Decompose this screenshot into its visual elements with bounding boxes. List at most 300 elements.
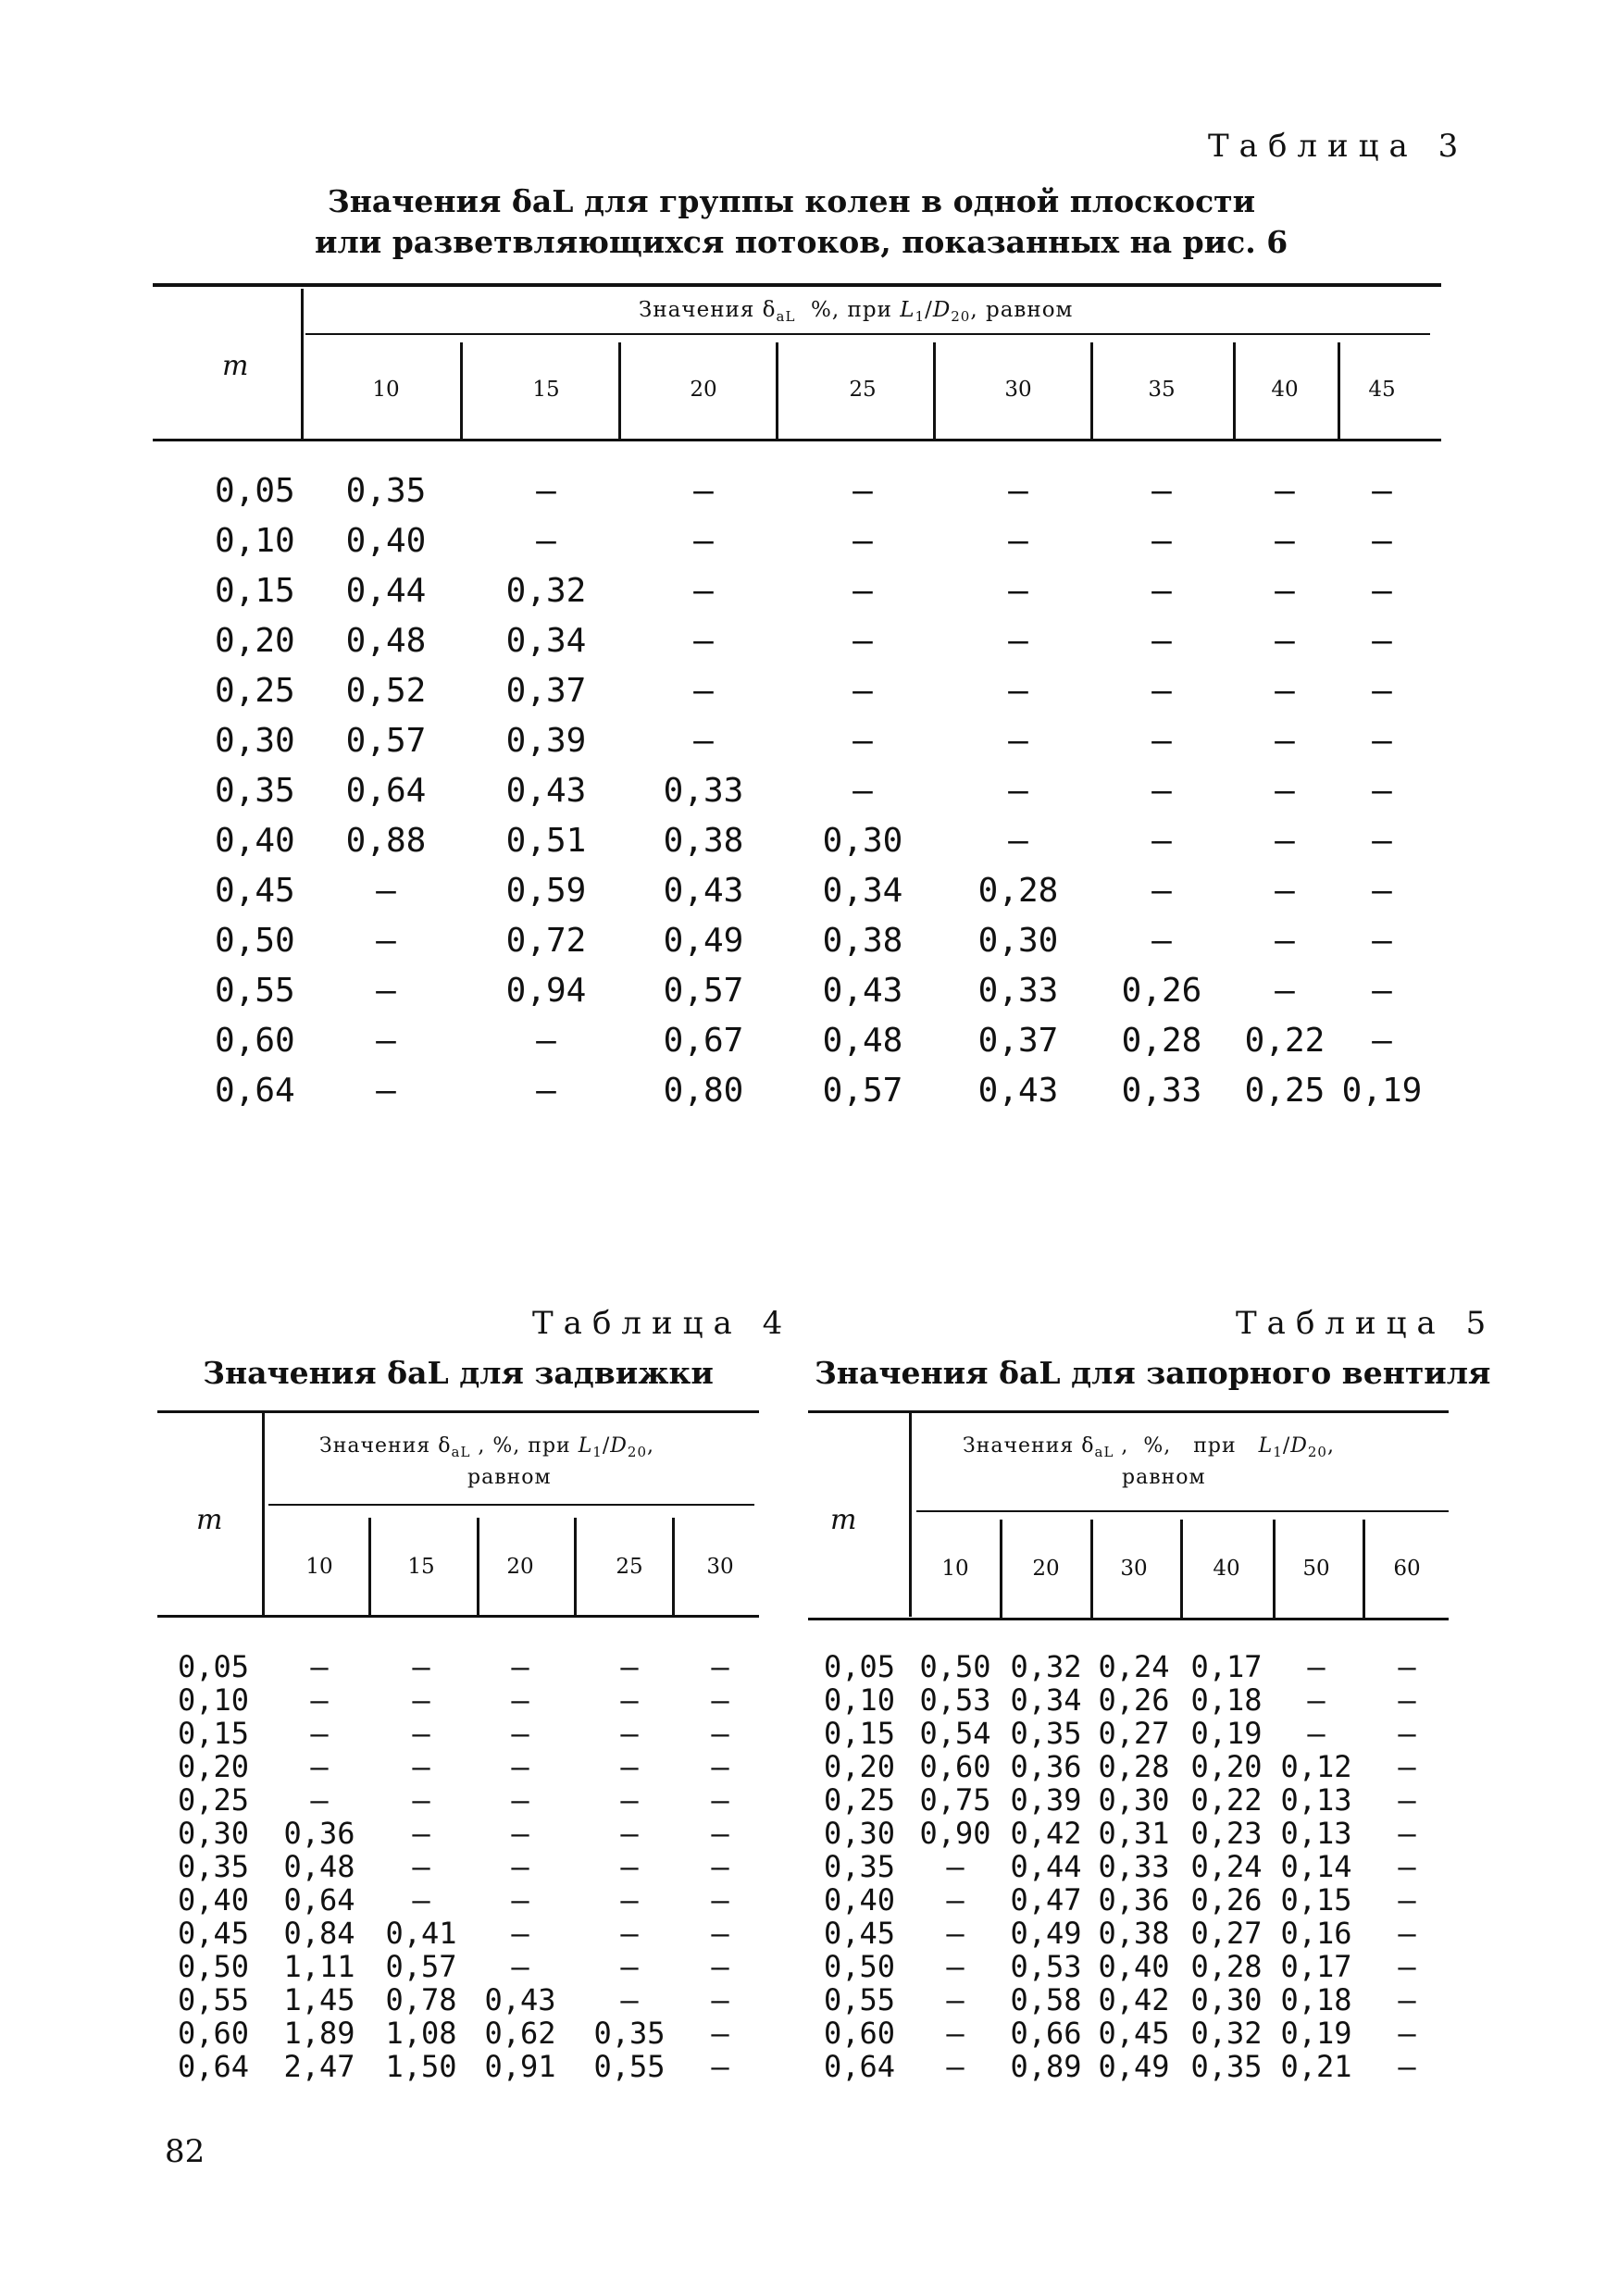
table5-top-rule (808, 1410, 1449, 1413)
table-cell: 0,36 (1098, 1882, 1170, 1917)
table-cell: 0,48 (822, 1022, 903, 1060)
table-cell: — (1398, 1816, 1416, 1851)
row-m-value: 0,64 (178, 2049, 250, 2084)
row-m-value: 0,40 (215, 822, 295, 860)
column-divider (618, 342, 621, 439)
table-cell: 0,49 (1098, 2049, 1170, 2084)
table-cell: — (1398, 1982, 1416, 2017)
row-m-value: 0,40 (178, 1882, 250, 1917)
table-cell: — (693, 522, 714, 560)
table-cell: — (853, 572, 873, 610)
table-cell: — (310, 1749, 329, 1784)
table-cell: 0,22 (1190, 1782, 1263, 1818)
column-header: 30 (706, 1555, 734, 1579)
table-cell: 0,55 (593, 2049, 666, 2084)
column-divider (1090, 1520, 1093, 1618)
table-cell: — (693, 722, 714, 760)
column-header: 15 (532, 378, 560, 402)
table-cell: 0,43 (822, 972, 903, 1010)
table-cell: 0,40 (1098, 1949, 1170, 1984)
table3-caption-line2: или разветвляющихся потоков, показанных на рис. 6 (315, 224, 1288, 260)
table-cell: 0,22 (1244, 1022, 1326, 1060)
table-cell: 0,32 (1010, 1649, 1082, 1684)
column-header: 35 (1148, 378, 1176, 402)
row-m-value: 0,15 (215, 572, 295, 610)
page-number: 82 (165, 2133, 205, 2170)
table3-caption-line1: Значения δaL для группы колен в одной плоскости (327, 183, 1256, 219)
table-cell: — (1372, 672, 1392, 710)
row-m-value: 0,25 (824, 1782, 896, 1818)
table-cell: 0,28 (1098, 1749, 1170, 1784)
table-cell: — (1275, 872, 1295, 910)
table5-header-bottom-rule (808, 1618, 1449, 1620)
row-m-value: 0,05 (178, 1649, 250, 1684)
table-cell: — (376, 1072, 396, 1110)
table4-label: Таблица 4 (532, 1305, 793, 1342)
column-header: 45 (1368, 378, 1396, 402)
table-cell: — (1307, 1682, 1326, 1718)
table-cell: — (946, 2049, 965, 2084)
table-cell: — (511, 1649, 529, 1684)
table-cell: — (412, 1849, 430, 1884)
table-cell: — (1008, 822, 1028, 860)
table-cell: 0,14 (1280, 1849, 1352, 1884)
table-cell: 0,33 (1121, 1072, 1202, 1110)
table-cell: — (1372, 922, 1392, 960)
table-cell: 0,38 (1098, 1916, 1170, 1951)
table-cell: — (1372, 1022, 1392, 1060)
row-m-value: 0,50 (178, 1949, 250, 1984)
row-m-value: 0,55 (178, 1982, 250, 2017)
table-cell: — (620, 1849, 639, 1884)
table5-caption: Значения δaL для запорного вентиля (815, 1355, 1491, 1391)
table-cell: 0,53 (919, 1682, 991, 1718)
column-header: 30 (1004, 378, 1032, 402)
table-cell: — (1372, 972, 1392, 1010)
table-cell: 0,42 (1098, 1982, 1170, 2017)
column-divider (574, 1518, 577, 1615)
table-cell: 0,28 (977, 872, 1059, 910)
table-cell: — (1008, 672, 1028, 710)
table-cell: 2,47 (283, 2049, 355, 2084)
table-cell: 0,47 (1010, 1882, 1082, 1917)
table5-group-header-line1: Значения $\delta_{aL}$ , %, при $L_1/D_{20}$, (963, 1434, 1335, 1460)
table-cell: 0,45 (1098, 2016, 1170, 2051)
table-cell: 0,16 (1280, 1916, 1352, 1951)
table-cell: — (853, 722, 873, 760)
row-m-value: 0,10 (215, 522, 295, 560)
table-cell: — (412, 1816, 430, 1851)
table5-group-header-line2: равном (1122, 1466, 1206, 1489)
table-cell: 0,62 (484, 2016, 556, 2051)
table-cell: — (1398, 1716, 1416, 1751)
row-m-value: 0,30 (178, 1816, 250, 1851)
row-m-value: 0,45 (178, 1916, 250, 1951)
table-cell: 0,24 (1098, 1649, 1170, 1684)
table-cell: — (376, 972, 396, 1010)
table-cell: 0,37 (977, 1022, 1059, 1060)
table5-header-rule (916, 1510, 1449, 1512)
table-cell: 0,19 (1280, 2016, 1352, 2051)
table-cell: — (376, 872, 396, 910)
table-cell: — (853, 472, 873, 510)
column-divider (776, 342, 778, 439)
table-cell: — (376, 1022, 396, 1060)
table-cell: 0,13 (1280, 1782, 1352, 1818)
table-cell: 0,37 (505, 672, 587, 710)
table-cell: 0,67 (663, 1022, 744, 1060)
table-cell: — (511, 1716, 529, 1751)
table-cell: — (1398, 1649, 1416, 1684)
table3-m-header: m (222, 350, 249, 382)
column-divider (1180, 1520, 1183, 1618)
row-m-value: 0,20 (824, 1749, 896, 1784)
table-cell: — (1151, 572, 1172, 610)
table-cell: — (1398, 1749, 1416, 1784)
row-m-value: 0,30 (215, 722, 295, 760)
table5-label: Таблица 5 (1236, 1305, 1497, 1342)
table-cell: — (711, 1716, 729, 1751)
row-m-value: 0,05 (215, 472, 295, 510)
table-cell: — (1008, 772, 1028, 810)
column-divider (1000, 1520, 1002, 1618)
table-cell: — (1151, 672, 1172, 710)
table-cell: 0,84 (283, 1916, 355, 1951)
row-m-value: 0,15 (178, 1716, 250, 1751)
table-cell: 0,23 (1190, 1816, 1263, 1851)
table-cell: — (1008, 472, 1028, 510)
table-cell: 0,38 (663, 822, 744, 860)
table-cell: — (946, 1849, 965, 1884)
column-header: 40 (1213, 1557, 1240, 1581)
column-header: 50 (1302, 1557, 1330, 1581)
table-cell: — (511, 1849, 529, 1884)
table4-group-header-line1: Значения $\delta_{aL}$ , %, при $L_1/D_{20}$, (319, 1434, 654, 1460)
table-cell: — (1008, 622, 1028, 660)
row-m-value: 0,25 (178, 1782, 250, 1818)
row-m-value: 0,45 (824, 1916, 896, 1951)
table4-header-bottom-rule (157, 1615, 759, 1618)
table-cell: — (711, 1949, 729, 1984)
column-divider (460, 342, 463, 439)
row-m-value: 0,35 (215, 772, 295, 810)
table-cell: 0,91 (484, 2049, 556, 2084)
table-cell: 0,51 (505, 822, 587, 860)
table-cell: — (536, 1022, 556, 1060)
table-cell: — (1275, 922, 1295, 960)
row-m-value: 0,64 (215, 1072, 295, 1110)
table-cell: 0,20 (1190, 1749, 1263, 1784)
table-cell: — (711, 1782, 729, 1818)
table-cell: — (511, 1882, 529, 1917)
column-header: 25 (616, 1555, 643, 1579)
table4-header-rule (268, 1504, 754, 1506)
row-m-value: 0,55 (824, 1982, 896, 2017)
row-m-value: 0,25 (215, 672, 295, 710)
row-m-value: 0,05 (824, 1649, 896, 1684)
table-cell: — (1275, 822, 1295, 860)
table-cell: — (620, 1749, 639, 1784)
table-cell: — (946, 1882, 965, 1917)
table-cell: 0,78 (385, 1982, 457, 2017)
table-cell: 0,50 (919, 1649, 991, 1684)
column-header: 25 (849, 378, 877, 402)
table-cell: — (711, 1849, 729, 1884)
table-cell: 0,15 (1280, 1882, 1352, 1917)
row-m-value: 0,35 (178, 1849, 250, 1884)
column-header: 10 (941, 1557, 969, 1581)
table4-m-header: m (196, 1504, 223, 1536)
table-cell: — (1398, 1682, 1416, 1718)
table-cell: — (310, 1682, 329, 1718)
table-cell: 0,18 (1280, 1982, 1352, 2017)
row-m-value: 0,45 (215, 872, 295, 910)
table-cell: — (711, 1682, 729, 1718)
table-cell: — (1372, 772, 1392, 810)
table-cell: — (711, 1982, 729, 2017)
table-cell: — (711, 1882, 729, 1917)
table-cell: — (620, 1949, 639, 1984)
table-cell: — (1398, 2049, 1416, 2084)
table-cell: 0,54 (919, 1716, 991, 1751)
column-header: 20 (1032, 1557, 1060, 1581)
table-cell: 0,64 (283, 1882, 355, 1917)
table-cell: 0,34 (822, 872, 903, 910)
column-divider (477, 1518, 479, 1615)
column-header: 10 (372, 378, 400, 402)
table-cell: 0,88 (345, 822, 427, 860)
table-cell: 0,90 (919, 1816, 991, 1851)
table4-caption: Значения δaL для задвижки (203, 1355, 714, 1391)
table-cell: 0,30 (1190, 1982, 1263, 2017)
table-cell: 0,64 (345, 772, 427, 810)
table-cell: — (310, 1782, 329, 1818)
table-cell: — (1307, 1716, 1326, 1751)
column-header: 40 (1271, 378, 1299, 402)
table-cell: 1,89 (283, 2016, 355, 2051)
table-cell: 0,94 (505, 972, 587, 1010)
table-cell: — (853, 672, 873, 710)
column-divider (672, 1518, 675, 1615)
table-cell: — (1372, 522, 1392, 560)
table-cell: — (412, 1682, 430, 1718)
table-cell: 0,44 (345, 572, 427, 610)
row-m-value: 0,10 (824, 1682, 896, 1718)
table-cell: 0,35 (345, 472, 427, 510)
table-cell: — (1398, 2016, 1416, 2051)
table-cell: 0,80 (663, 1072, 744, 1110)
table-cell: 0,48 (345, 622, 427, 660)
table-cell: — (1275, 572, 1295, 610)
table-cell: 0,30 (822, 822, 903, 860)
table-cell: — (711, 2049, 729, 2084)
row-m-value: 0,20 (215, 622, 295, 660)
table-cell: — (1275, 522, 1295, 560)
table-cell: — (1398, 1882, 1416, 1917)
table-cell: 0,48 (283, 1849, 355, 1884)
table-cell: — (511, 1749, 529, 1784)
table-cell: 0,32 (505, 572, 587, 610)
table-cell: 0,58 (1010, 1982, 1082, 2017)
table-cell: 0,33 (1098, 1849, 1170, 1884)
table-cell: 0,75 (919, 1782, 991, 1818)
table-cell: 0,36 (1010, 1749, 1082, 1784)
column-divider (1273, 1520, 1276, 1618)
row-m-value: 0,15 (824, 1716, 896, 1751)
table-cell: 0,53 (1010, 1949, 1082, 1984)
table-cell: — (1008, 722, 1028, 760)
table-cell: 0,44 (1010, 1849, 1082, 1884)
table-cell: — (1275, 772, 1295, 810)
table-cell: — (1398, 1849, 1416, 1884)
column-header: 10 (305, 1555, 333, 1579)
table-cell: 0,30 (1098, 1782, 1170, 1818)
table-cell: 1,08 (385, 2016, 457, 2051)
table-cell: 1,45 (283, 1982, 355, 2017)
table-cell: — (310, 1716, 329, 1751)
table-cell: — (1151, 472, 1172, 510)
table-cell: — (620, 1882, 639, 1917)
column-divider (1090, 342, 1093, 439)
table3-group-header: Значения $\delta_{aL}$ %, при $L_1/D_{20}$, равном (639, 298, 1074, 325)
table-cell: — (620, 1816, 639, 1851)
table3-top-rule (153, 283, 1441, 287)
table3-label: Таблица 3 (1208, 128, 1469, 165)
table-cell: — (1151, 622, 1172, 660)
column-header: 60 (1393, 1557, 1421, 1581)
row-m-value: 0,40 (824, 1882, 896, 1917)
column-header: 15 (407, 1555, 435, 1579)
column-divider (368, 1518, 371, 1615)
table-cell: — (620, 1716, 639, 1751)
table-cell: 0,38 (822, 922, 903, 960)
row-m-value: 0,35 (824, 1849, 896, 1884)
table-cell: — (693, 572, 714, 610)
table-cell: — (1372, 722, 1392, 760)
table-cell: — (511, 1782, 529, 1818)
column-divider (1363, 1520, 1365, 1618)
table-cell: — (1398, 1949, 1416, 1984)
table-cell: 0,43 (505, 772, 587, 810)
table-cell: 0,17 (1190, 1649, 1263, 1684)
table-cell: 0,13 (1280, 1816, 1352, 1851)
table-cell: 1,50 (385, 2049, 457, 2084)
table-cell: 0,59 (505, 872, 587, 910)
table-cell: 0,27 (1190, 1916, 1263, 1951)
table-cell: — (511, 1949, 529, 1984)
row-m-value: 0,55 (215, 972, 295, 1010)
table-cell: — (1275, 972, 1295, 1010)
table-cell: 0,35 (1010, 1716, 1082, 1751)
table-cell: — (412, 1649, 430, 1684)
table-cell: — (693, 672, 714, 710)
table-cell: — (1008, 522, 1028, 560)
table-cell: 0,57 (345, 722, 427, 760)
table-cell: — (1275, 672, 1295, 710)
table3-header-bottom-rule (153, 439, 1441, 441)
table-cell: 0,24 (1190, 1849, 1263, 1884)
table-cell: — (1151, 822, 1172, 860)
table5-stub-divider (909, 1413, 912, 1617)
table-cell: — (620, 1649, 639, 1684)
column-divider (933, 342, 936, 439)
row-m-value: 0,64 (824, 2049, 896, 2084)
table-cell: — (946, 1982, 965, 2017)
table-cell: 0,30 (977, 922, 1059, 960)
table-cell: — (1372, 872, 1392, 910)
table-cell: 0,57 (822, 1072, 903, 1110)
table-cell: — (693, 472, 714, 510)
table-cell: — (1275, 622, 1295, 660)
table-cell: 0,89 (1010, 2049, 1082, 2084)
table-cell: 1,11 (283, 1949, 355, 1984)
table-cell: — (1151, 522, 1172, 560)
table-cell: 0,26 (1121, 972, 1202, 1010)
table3-stub-divider (301, 289, 304, 441)
row-m-value: 0,30 (824, 1816, 896, 1851)
table-cell: — (412, 1882, 430, 1917)
table4-top-rule (157, 1410, 759, 1413)
table-cell: — (511, 1816, 529, 1851)
row-m-value: 0,50 (215, 922, 295, 960)
table-cell: 0,52 (345, 672, 427, 710)
table-cell: — (412, 1749, 430, 1784)
table-cell: 0,36 (283, 1816, 355, 1851)
table-cell: 0,41 (385, 1916, 457, 1951)
table-cell: 0,28 (1121, 1022, 1202, 1060)
table-cell: 0,43 (977, 1072, 1059, 1110)
table-cell: — (1151, 872, 1172, 910)
table-cell: — (1398, 1916, 1416, 1951)
table-cell: — (1398, 1782, 1416, 1818)
table-cell: — (853, 522, 873, 560)
table-cell: — (620, 1682, 639, 1718)
table-cell: — (711, 1916, 729, 1951)
table-cell: — (853, 622, 873, 660)
table-cell: 0,19 (1341, 1072, 1423, 1110)
table-cell: 0,33 (977, 972, 1059, 1010)
column-header: 20 (690, 378, 717, 402)
table-cell: — (1372, 622, 1392, 660)
table-cell: 0,17 (1280, 1949, 1352, 1984)
table-cell: — (711, 1816, 729, 1851)
table-cell: — (1008, 572, 1028, 610)
table-cell: — (1372, 822, 1392, 860)
table-cell: — (412, 1716, 430, 1751)
table-cell: 0,49 (1010, 1916, 1082, 1951)
row-m-value: 0,60 (178, 2016, 250, 2051)
table-cell: 0,31 (1098, 1816, 1170, 1851)
table-cell: 0,57 (385, 1949, 457, 1984)
table-cell: — (536, 522, 556, 560)
table-cell: — (1151, 772, 1172, 810)
table-cell: — (1372, 572, 1392, 610)
table-cell: 0,35 (1190, 2049, 1263, 2084)
table-cell: 0,26 (1098, 1682, 1170, 1718)
table4-stub-divider (262, 1413, 265, 1615)
table-cell: 0,35 (593, 2016, 666, 2051)
table-cell: 0,32 (1190, 2016, 1263, 2051)
table-cell: 0,57 (663, 972, 744, 1010)
table-cell: — (511, 1916, 529, 1951)
table-cell: 0,42 (1010, 1816, 1082, 1851)
table-cell: — (620, 1916, 639, 1951)
table-cell: 0,66 (1010, 2016, 1082, 2051)
row-m-value: 0,60 (215, 1022, 295, 1060)
table-cell: — (620, 1782, 639, 1818)
table-cell: — (1151, 722, 1172, 760)
table-cell: 0,12 (1280, 1749, 1352, 1784)
